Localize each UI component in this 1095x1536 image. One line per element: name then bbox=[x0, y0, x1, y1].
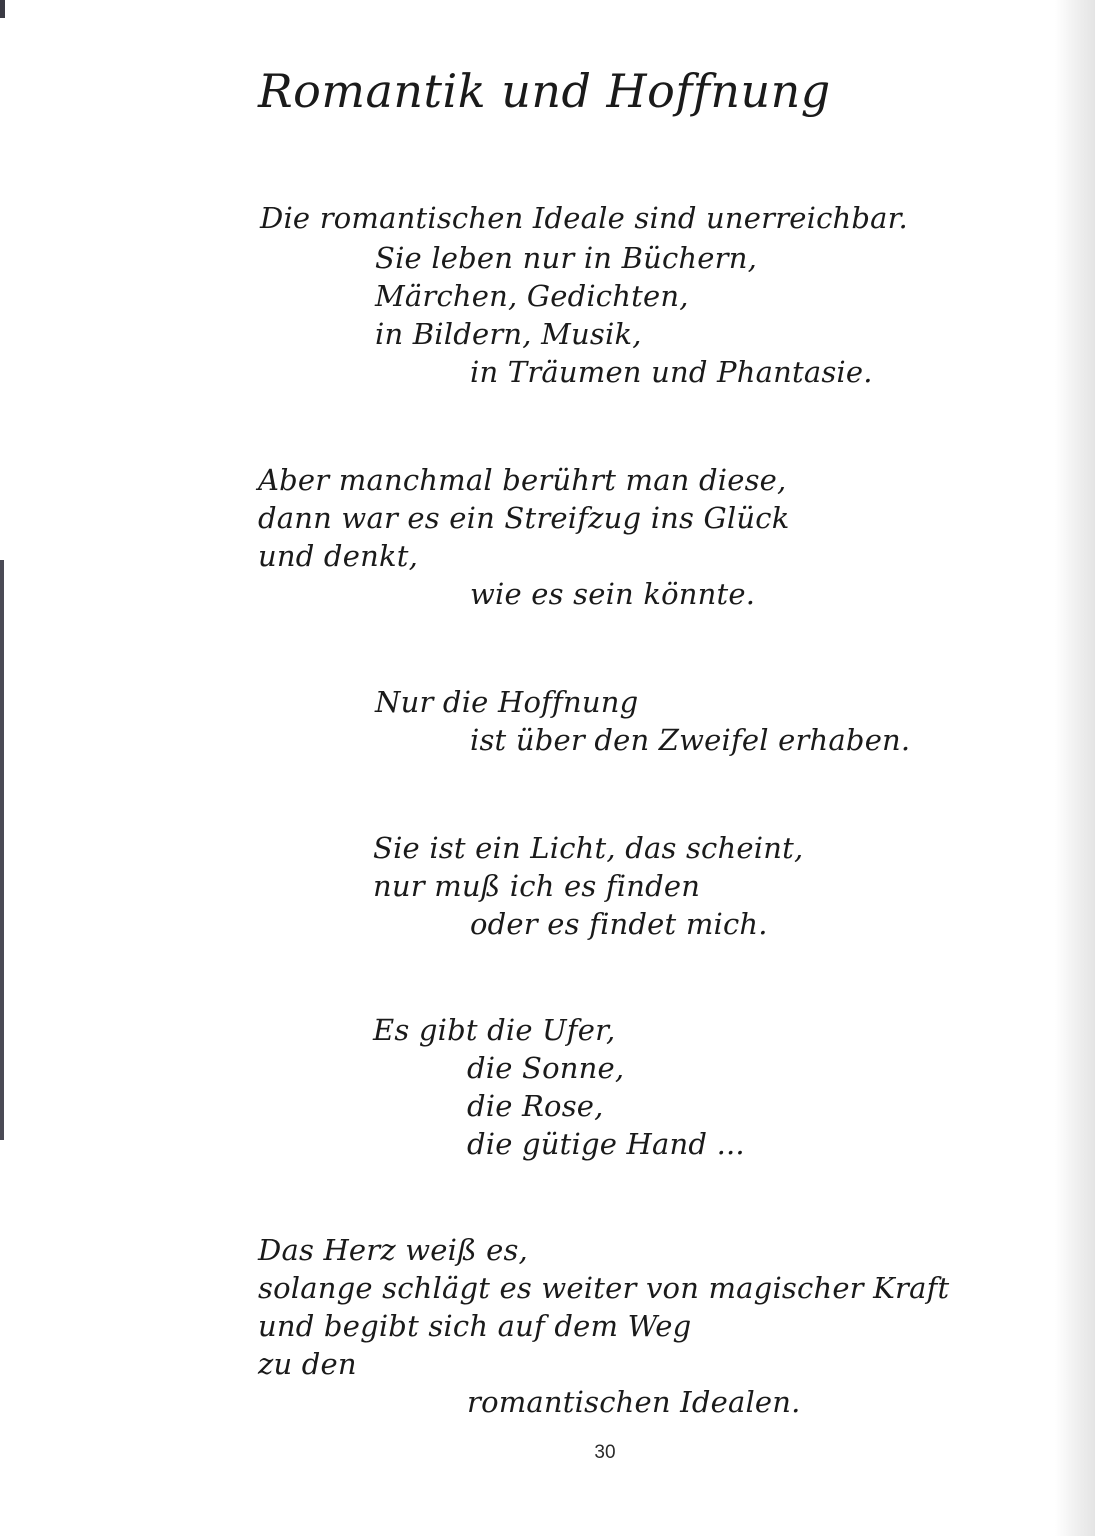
poem-line: Sie ist ein Licht, das scheint, bbox=[373, 831, 804, 865]
poem-line: Aber manchmal berührt man diese, bbox=[258, 463, 787, 497]
poem-line: Märchen, Gedichten, bbox=[375, 279, 689, 313]
poem-line: dann war es ein Streifzug ins Glück bbox=[258, 501, 790, 535]
poem-line: und denkt, bbox=[258, 539, 418, 573]
poem-line: Die romantischen Ideale sind unerreichbar. bbox=[260, 201, 908, 235]
poem-line: Sie leben nur in Büchern, bbox=[375, 241, 758, 275]
binding-mark-side bbox=[0, 560, 4, 1140]
poem-line: die Rose, bbox=[467, 1089, 604, 1123]
poem-line: ist über den Zweifel erhaben. bbox=[470, 723, 911, 757]
poem-line: Das Herz weiß es, bbox=[258, 1233, 528, 1267]
poem-line: in Bildern, Musik, bbox=[375, 317, 642, 351]
page-edge-shadow bbox=[1055, 0, 1095, 1536]
poem-line: Nur die Hoffnung bbox=[375, 685, 639, 719]
poem-line: romantischen Idealen. bbox=[467, 1385, 801, 1419]
poem-line: die Sonne, bbox=[467, 1051, 625, 1085]
poem-line: und begibt sich auf dem Weg bbox=[258, 1309, 692, 1343]
poem-line: nur muß ich es finden bbox=[373, 869, 701, 903]
binding-mark-top bbox=[0, 0, 5, 18]
poem-line: die gütige Hand ... bbox=[467, 1127, 745, 1161]
poem-title: Romantik und Hoffnung bbox=[258, 64, 831, 118]
poem-line: zu den bbox=[258, 1347, 357, 1381]
poem-line: wie es sein könnte. bbox=[470, 577, 756, 611]
poem-line: solange schlägt es weiter von magischer Kraft bbox=[258, 1271, 950, 1305]
poem-line: in Träumen und Phantasie. bbox=[470, 355, 873, 389]
poem-line: oder es findet mich. bbox=[470, 907, 768, 941]
page-number: 30 bbox=[594, 1442, 616, 1463]
poem-line: Es gibt die Ufer, bbox=[373, 1013, 616, 1047]
